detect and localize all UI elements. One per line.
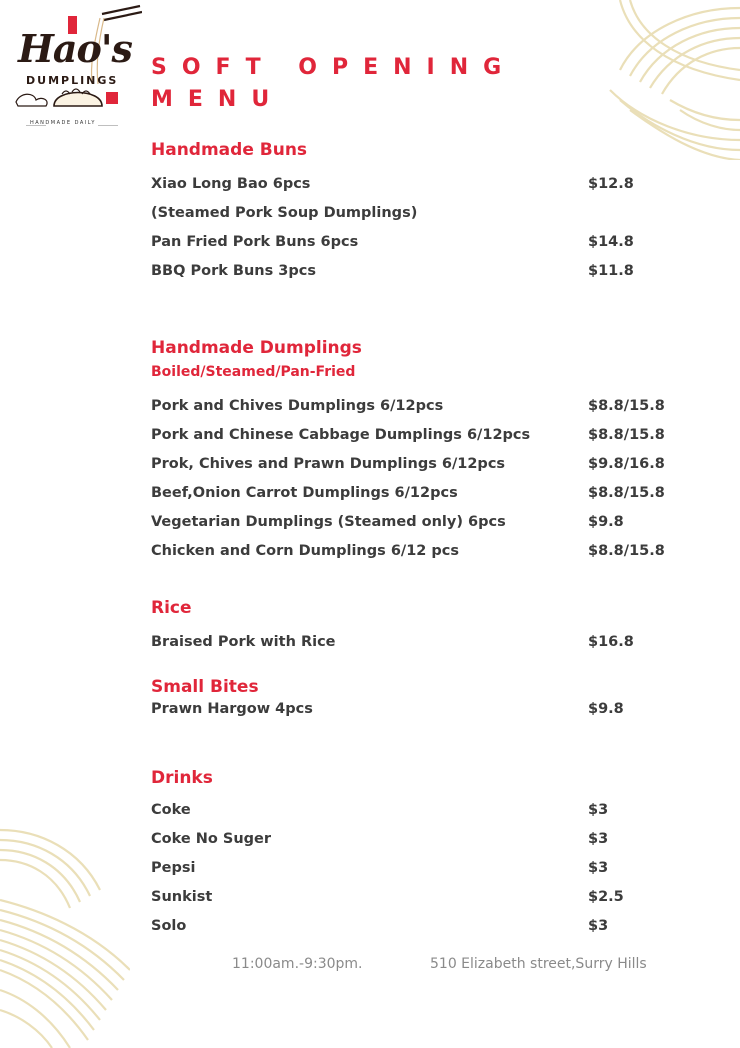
logo-tagline: HANDMADE DAILY [30,120,96,126]
menu-title-line1: SOFT OPENING [151,55,517,80]
menu-item-name: (Steamed Pork Soup Dumplings) [151,205,418,221]
noodle-pattern-top-right [600,0,740,160]
address: 510 Elizabeth street,Surry Hills [430,956,647,972]
menu-item-name: Vegetarian Dumplings (Steamed only) 6pcs [151,514,506,530]
menu-item-name: Pan Fried Pork Buns 6pcs [151,234,359,250]
menu-item-price: $9.8/16.8 [588,456,665,472]
menu-item-price: $12.8 [588,176,634,192]
menu-item-price: $3 [588,860,609,876]
menu-item-name: Pork and Chinese Cabbage Dumplings 6/12pcs [151,427,531,443]
menu-item-price: $3 [588,831,609,847]
menu-item-price: $8.8/15.8 [588,398,665,414]
section-subheading-dumplings: Boiled/Steamed/Pan-Fried [151,364,356,380]
menu-item-name: Sunkist [151,889,213,905]
menu-title-line2: MENU [151,87,285,112]
section-heading-rice: Rice [151,598,192,618]
menu-item-name: Coke [151,802,191,818]
menu-item-price: $16.8 [588,634,634,650]
menu-title [151,52,516,116]
logo-sub-text: DUMPLINGS [26,74,119,87]
menu-item-price: $9.8 [588,701,624,717]
menu-item-name: Beef,Onion Carrot Dumplings 6/12pcs [151,485,458,501]
menu-item-price: $14.8 [588,234,634,250]
menu-item-name: Chicken and Corn Dumplings 6/12 pcs [151,543,460,559]
menu-item-name: Prok, Chives and Prawn Dumplings 6/12pcs [151,456,506,472]
menu-item-price: $2.5 [588,889,624,905]
menu-item-price: $9.8 [588,514,624,530]
menu-item-name: Braised Pork with Rice [151,634,336,650]
menu-item-price: $8.8/15.8 [588,427,665,443]
menu-item-name: Xiao Long Bao 6pcs [151,176,311,192]
logo-brand-text: Hao's [18,26,132,71]
section-heading-buns: Handmade Buns [151,140,308,160]
section-heading-drinks: Drinks [151,768,213,788]
opening-hours: 11:00am.-9:30pm. [232,956,363,972]
menu-item-name: Solo [151,918,187,934]
menu-item-price: $3 [588,802,609,818]
menu-item-name: Coke No Suger [151,831,272,847]
section-heading-small-bites: Small Bites [151,677,259,697]
menu-item-name: BBQ Pork Buns 3pcs [151,263,316,279]
menu-item-price: $3 [588,918,609,934]
menu-item-name: Pork and Chives Dumplings 6/12pcs [151,398,444,414]
section-heading-dumplings: Handmade Dumplings [151,338,362,358]
menu-item-name: Pepsi [151,860,196,876]
noodle-pattern-bottom-left [0,820,130,1048]
menu-item-price: $8.8/15.8 [588,543,665,559]
menu-item-price: $11.8 [588,263,634,279]
menu-item-price: $8.8/15.8 [588,485,665,501]
menu-item-name: Prawn Hargow 4pcs [151,701,313,717]
brand-logo [6,4,142,126]
